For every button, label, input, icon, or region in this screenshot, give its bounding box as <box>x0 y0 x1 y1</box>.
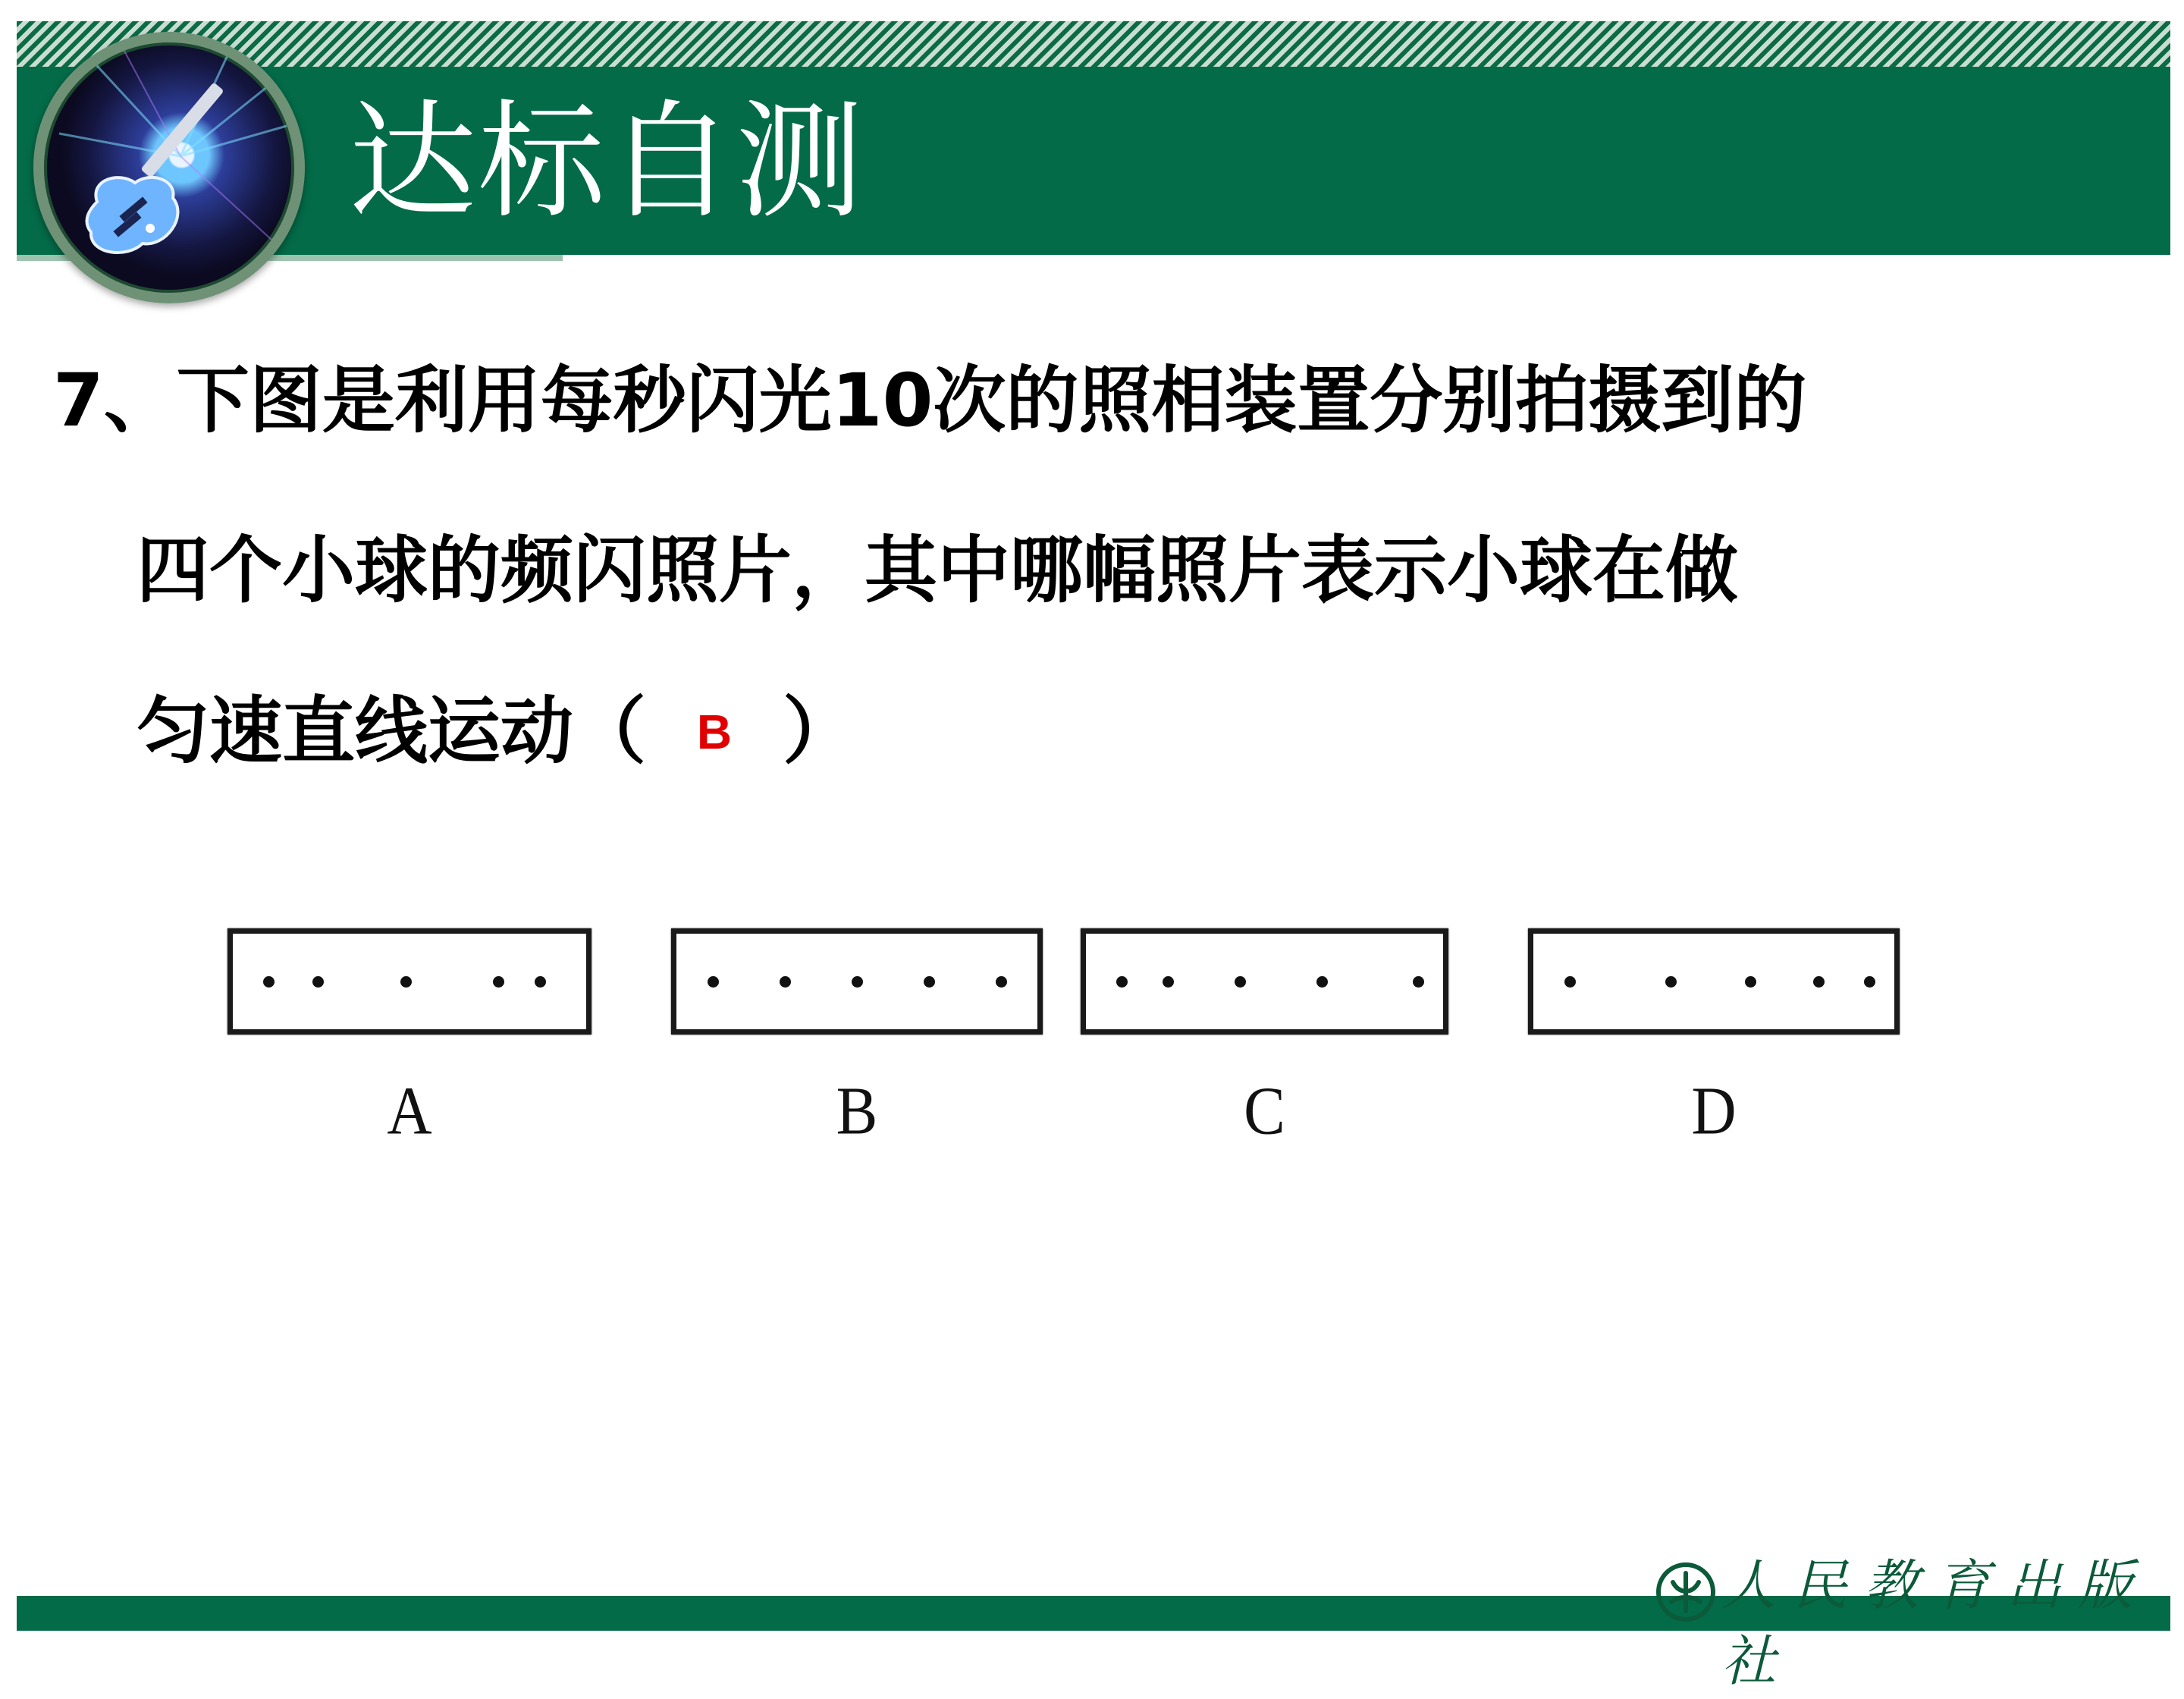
ball-dot <box>852 976 863 988</box>
strobe-photo-b <box>671 928 1043 1035</box>
ball-dot <box>1745 976 1756 988</box>
ball-dot <box>780 976 791 988</box>
strobe-photo-c <box>1081 928 1448 1035</box>
ball-dot <box>535 976 546 988</box>
question-line-3-prefix: 匀速直线运动（ <box>136 689 646 774</box>
ball-dot <box>1235 976 1246 988</box>
answer-text: B <box>696 705 733 759</box>
ball-dot <box>493 976 504 988</box>
question-line-3-suffix: ） <box>783 689 855 774</box>
ball-dot <box>924 976 935 988</box>
ball-dot <box>263 976 275 988</box>
ball-dot <box>1413 976 1424 988</box>
ball-dot <box>312 976 324 988</box>
publisher-name: 人民教育出版社 <box>1721 1553 2150 1693</box>
strobe-photo-d <box>1528 928 1900 1035</box>
ball-dot <box>1813 976 1825 988</box>
title-band <box>17 67 2170 255</box>
ball-dot <box>1316 976 1328 988</box>
photo-label-a: A <box>387 1072 432 1149</box>
strobe-photo-a <box>228 928 592 1035</box>
ball-dot <box>1665 976 1677 988</box>
ball-dot <box>1864 976 1875 988</box>
header-hatch-strip <box>17 21 2170 67</box>
page-title: 达标自测 <box>349 87 864 236</box>
ball-dot <box>1564 976 1576 988</box>
ball-dot <box>1163 976 1174 988</box>
question-line-2: 四个小球的频闪照片，其中哪幅照片表示小球在做 <box>136 528 1738 613</box>
guitar-emblem-icon <box>33 32 305 303</box>
question-line-1: 7、下图是利用每秒闪光10次的照相装置分别拍摄到的 <box>53 358 1807 443</box>
photo-label-b: B <box>836 1072 878 1149</box>
strobe-photos-figure <box>205 903 1919 1153</box>
ball-dot <box>1116 976 1128 988</box>
publisher-logo-icon <box>1653 1559 1718 1628</box>
ball-dot <box>400 976 412 988</box>
question-line-3 <box>136 686 855 777</box>
photo-label-c: C <box>1244 1072 1285 1149</box>
ball-dot <box>708 976 719 988</box>
ball-dot <box>996 976 1007 988</box>
photo-label-d: D <box>1691 1072 1737 1149</box>
title-band-underline <box>17 255 2170 261</box>
